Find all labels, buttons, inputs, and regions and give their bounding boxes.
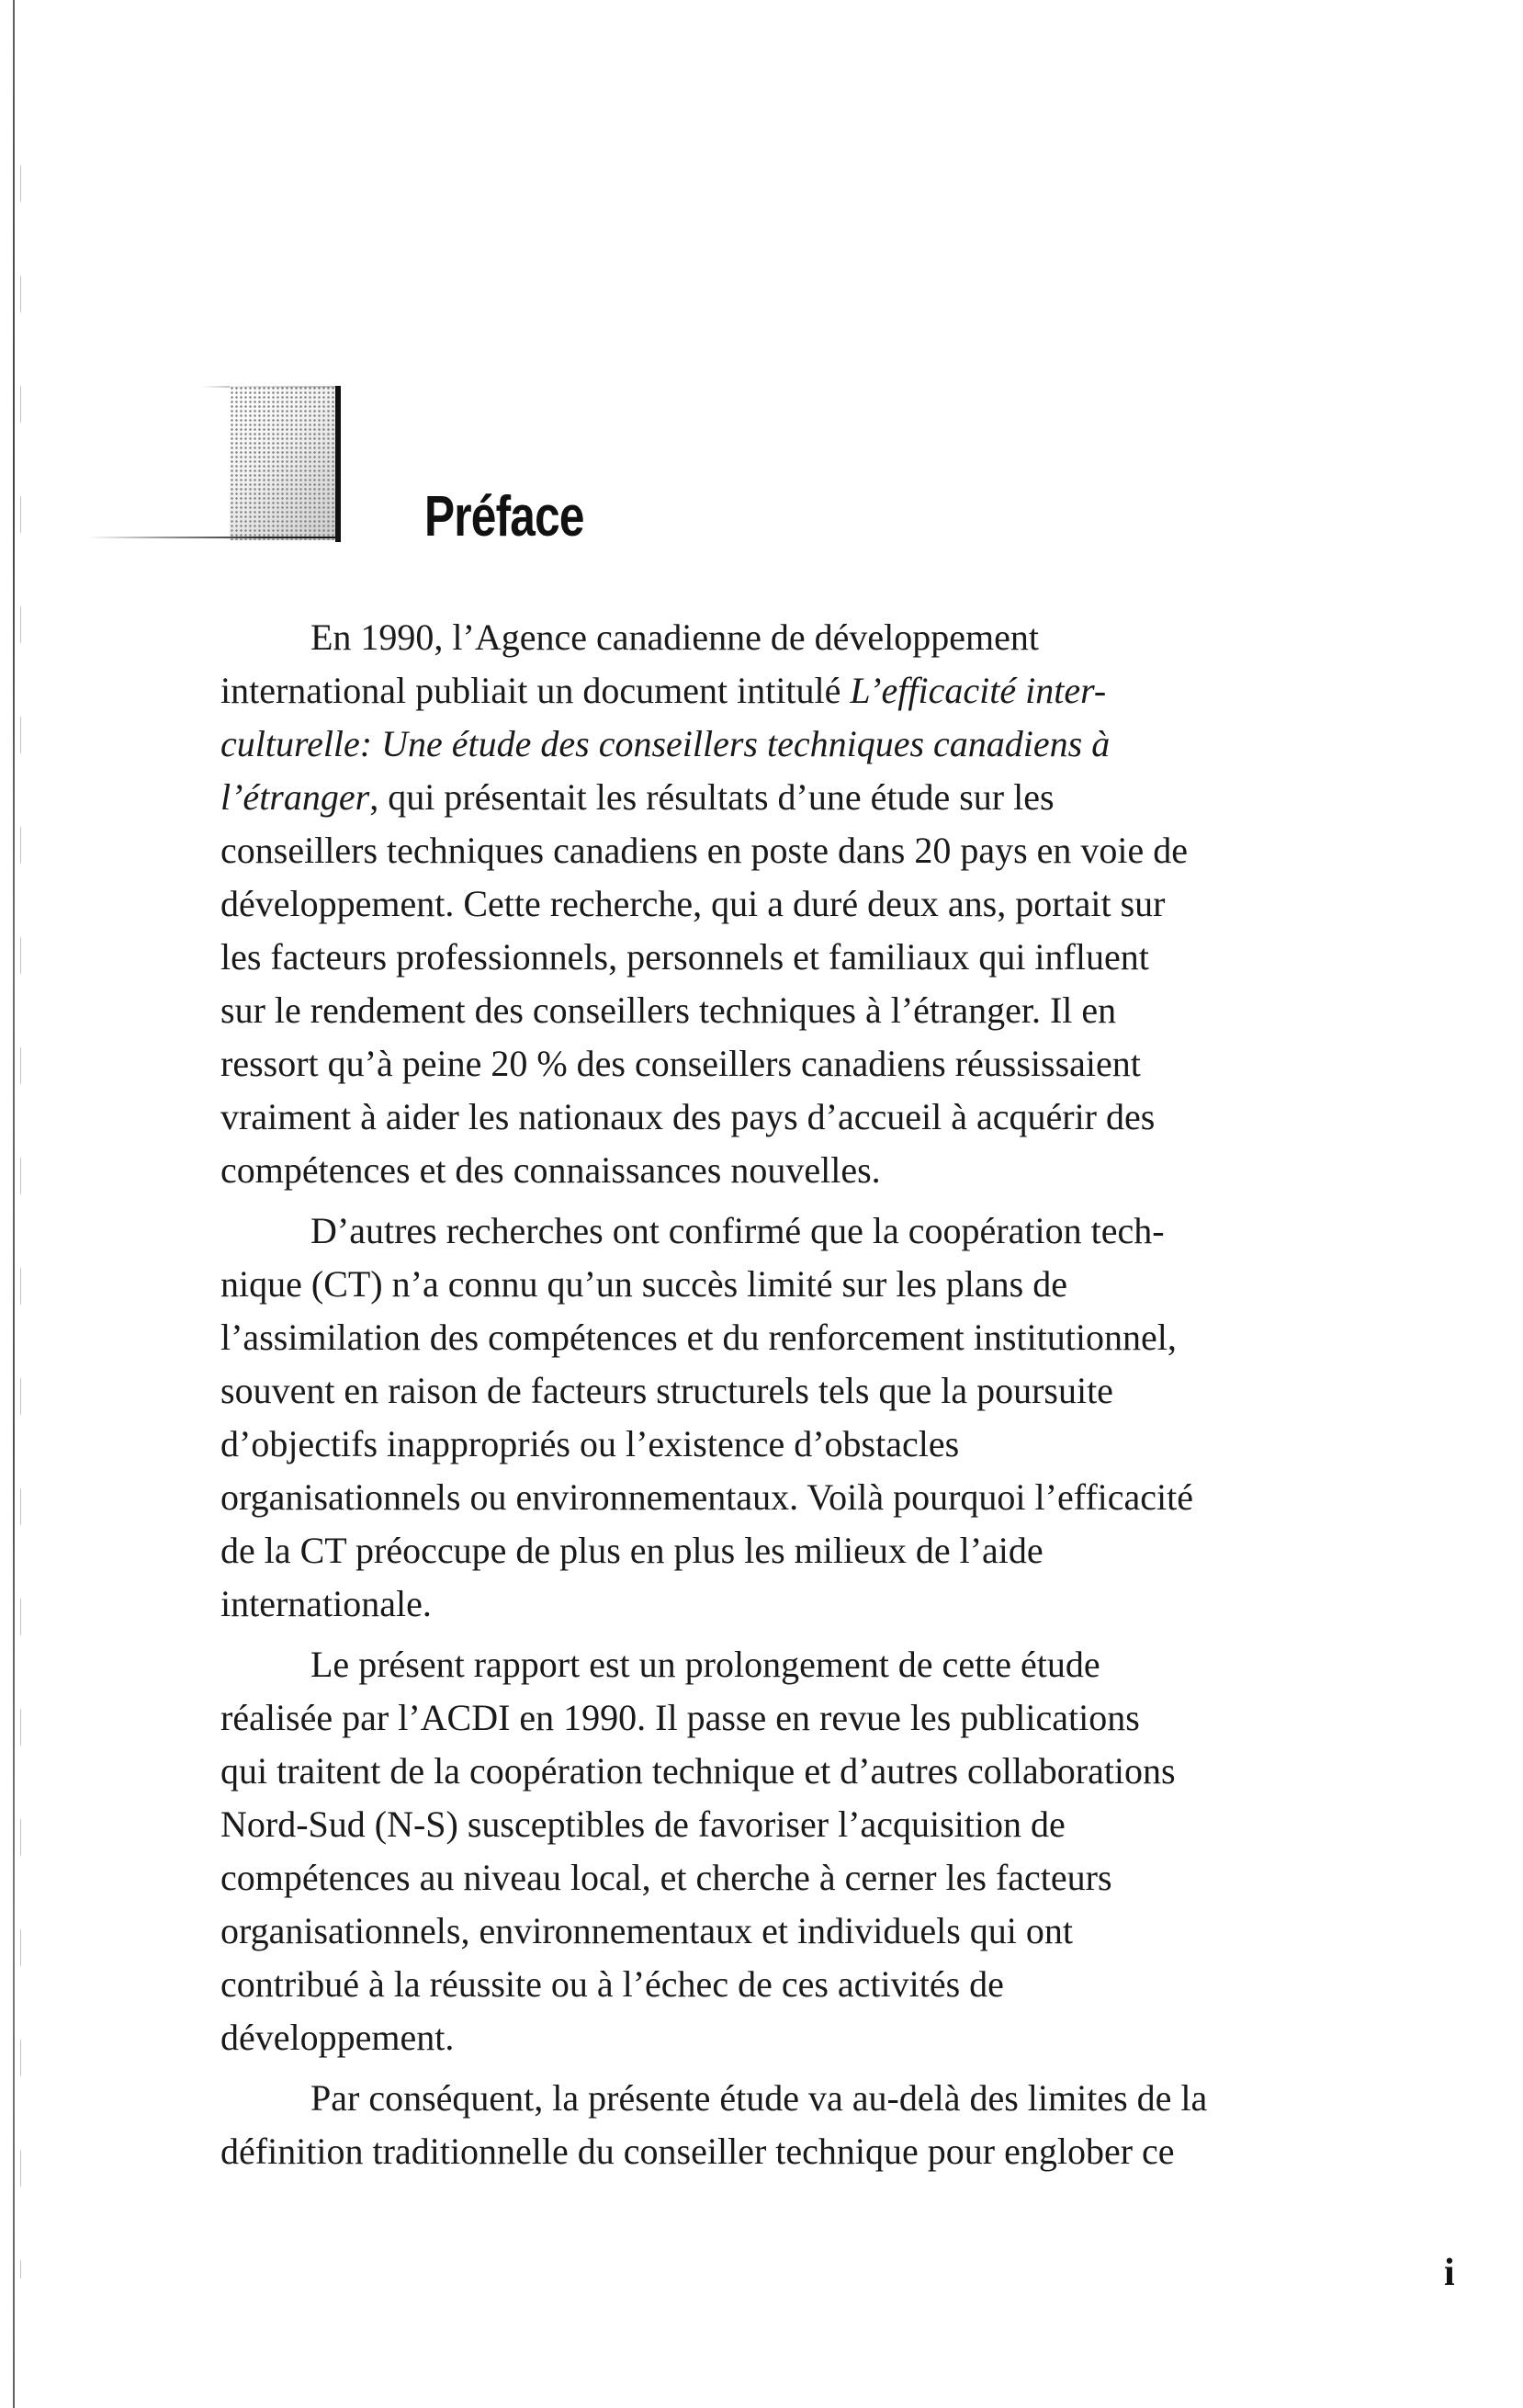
text-line [220, 1311, 1415, 1364]
text-line [220, 984, 1415, 1037]
italic-title-text: L’efficacité inter- [850, 670, 1107, 711]
text-run: Le présent rapport est un prolongement de cette étude [310, 1644, 1100, 1685]
text-run: souvent en raison de facteurs structurels tels que la poursuite [220, 1370, 1113, 1411]
text-line [220, 2011, 1415, 2064]
text-line [220, 1958, 1415, 2011]
preface-body [220, 611, 1415, 2186]
text-line [220, 1091, 1415, 1144]
text-line [220, 2125, 1415, 2178]
ornament-edge-bar [335, 386, 341, 542]
text-line [220, 664, 1415, 718]
text-line [220, 1524, 1415, 1577]
text-run: organisationnels ou environnementaux. Voilà pourquoi l’efficacité [220, 1476, 1194, 1518]
text-run: D’autres recherches ont confirmé que la coopération tech- [310, 1210, 1165, 1251]
text-line [220, 1851, 1415, 1905]
scan-binding-shadow [20, 165, 21, 2278]
text-line [220, 771, 1415, 824]
text-line [220, 1364, 1415, 1418]
paragraph [220, 1204, 1415, 1631]
text-line [220, 931, 1415, 984]
text-line [220, 1471, 1415, 1524]
paragraph [220, 2072, 1415, 2178]
italic-title-text: l’étranger [220, 776, 370, 818]
text-line [220, 1691, 1415, 1745]
text-line [220, 718, 1415, 771]
text-line [220, 1638, 1415, 1691]
text-line [220, 1037, 1415, 1091]
text-run: internationale. [220, 1583, 432, 1624]
text-line [220, 1798, 1415, 1851]
text-run: ressort qu’à peine 20 % des conseillers canadiens réussissaient [220, 1043, 1141, 1084]
text-run: international publiait un document intitulé [220, 670, 851, 711]
text-run: d’objectifs inappropriés ou l’existence d’obstacles [220, 1423, 960, 1464]
text-line [220, 1258, 1415, 1311]
text-run: nique (CT) n’a connu qu’un succès limité sur les plans de [220, 1263, 1067, 1305]
paragraph [220, 611, 1415, 1197]
paragraph [220, 1638, 1415, 2064]
text-line [220, 1745, 1415, 1798]
text-line [220, 2072, 1415, 2125]
text-line [220, 1577, 1415, 1631]
text-line [220, 611, 1415, 664]
text-run: les facteurs professionnels, personnels et familiaux qui influent [220, 936, 1149, 978]
text-run: Nord-Sud (N-S) susceptibles de favoriser l’acquisition de [220, 1803, 1066, 1845]
text-run: sur le rendement des conseillers techniques à l’étranger. Il en [220, 989, 1117, 1031]
text-run: contribué à la réussite ou à l’échec de ces activités de [220, 1963, 1004, 2005]
text-run: développement. Cette recherche, qui a duré deux ans, portait sur [220, 883, 1166, 924]
scan-binding-edge [13, 0, 15, 2408]
text-line [220, 1144, 1415, 1197]
ornament-bottom-rule [87, 537, 341, 538]
text-run: développement. [220, 2017, 455, 2058]
text-run: conseillers techniques canadiens en poste dans 20 pays en voie de [220, 830, 1189, 871]
text-run: vraiment à aider les nationaux des pays d’accueil à acquérir des [220, 1096, 1156, 1137]
text-line [220, 1905, 1415, 1958]
halftone-ornament [230, 386, 340, 540]
page-number: i [1444, 2252, 1455, 2294]
text-run: , qui présentait les résultats d’une étude sur les [369, 776, 1055, 818]
text-line [220, 1418, 1415, 1471]
text-line [220, 877, 1415, 931]
text-line [220, 824, 1415, 877]
text-run: En 1990, l’Agence canadienne de développement [310, 616, 1040, 658]
text-run: compétences et des connaissances nouvelles. [220, 1149, 881, 1191]
text-run: définition traditionnelle du conseiller technique pour englober ce [220, 2131, 1175, 2172]
text-run: organisationnels, environnementaux et individuels qui ont [220, 1910, 1073, 1951]
text-run: qui traitent de la coopération technique et d’autres collaborations [220, 1750, 1176, 1792]
text-run: de la CT préoccupe de plus en plus les milieux de l’aide [220, 1530, 1044, 1571]
text-line [220, 1204, 1415, 1258]
text-run: Par conséquent, la présente étude va au-delà des limites de la [310, 2077, 1208, 2119]
text-run: l’assimilation des compétences et du renforcement institutionnel, [220, 1317, 1177, 1358]
page-title: Préface [424, 485, 584, 548]
italic-title-text: culturelle: Une étude des conseillers techniques canadiens à [220, 723, 1111, 764]
text-run: compétences au niveau local, et cherche à cerner les facteurs [220, 1857, 1112, 1898]
text-run: réalisée par l’ACDI en 1990. Il passe en revue les publications [220, 1697, 1140, 1738]
